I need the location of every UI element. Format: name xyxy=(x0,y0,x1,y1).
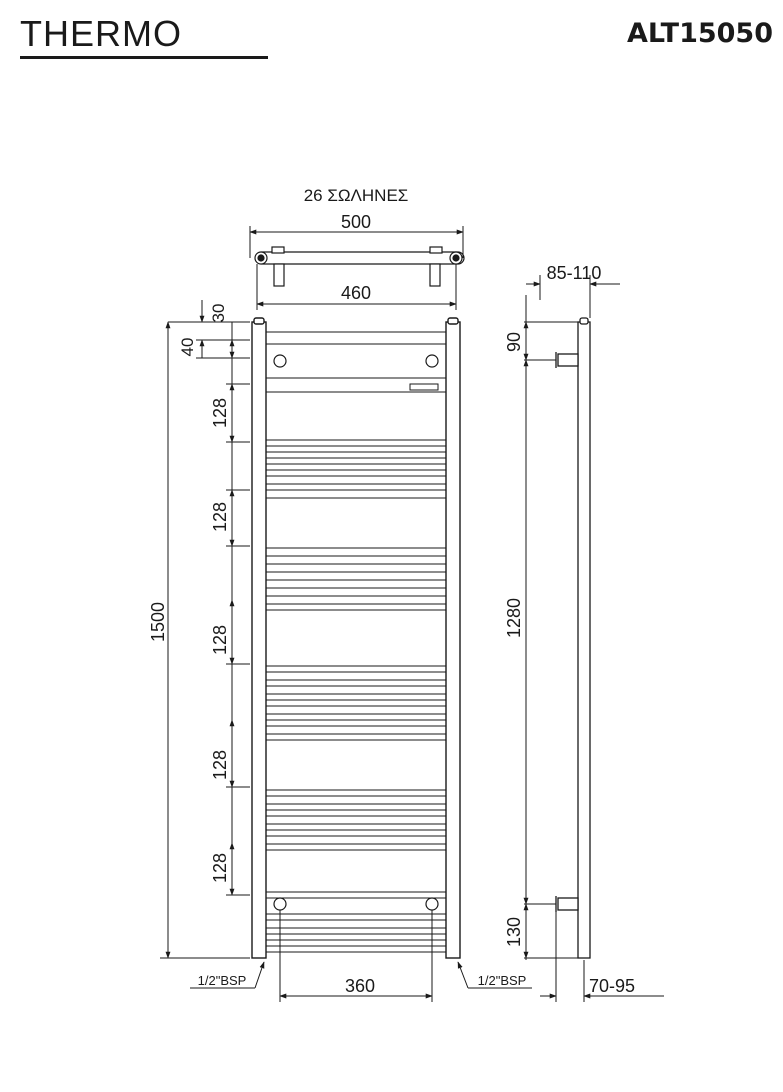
dim-128-label-1: 128 xyxy=(210,397,230,429)
front-view-radiator xyxy=(252,318,460,958)
dim-128-label-2: 128 xyxy=(210,501,230,533)
dim-30-label: 30 xyxy=(209,303,228,323)
wall-brackets xyxy=(274,355,438,910)
dim-128-label-5: 128 xyxy=(210,852,230,884)
left-dimension-chain xyxy=(160,300,250,958)
dim-1500-label: 1500 xyxy=(148,601,168,643)
dim-70-95-label: 70-95 xyxy=(588,976,636,996)
dim-85-110-label: 85-110 xyxy=(546,263,602,283)
left-bsp-label: 1/2"BSP xyxy=(197,973,247,988)
left-rail xyxy=(252,318,266,958)
dim-40-label: 40 xyxy=(178,337,197,357)
dim-1280-label: 1280 xyxy=(504,597,524,639)
model-code: ALT15050 xyxy=(627,18,773,49)
side-view-radiator xyxy=(556,318,590,958)
side-dimensions xyxy=(524,275,664,1002)
right-bsp-label: 1/2"BSP xyxy=(477,973,527,988)
dim-360-label: 360 xyxy=(344,976,376,996)
dim-460-label: 460 xyxy=(340,283,372,303)
horizontal-tubes xyxy=(266,332,446,952)
dim-90-label: 90 xyxy=(504,331,524,353)
right-rail xyxy=(446,318,460,958)
top-view xyxy=(255,247,464,286)
tube-count-label: 26 ΣΩΛΗΝΕΣ xyxy=(303,186,409,205)
brand-logo-text: THERMO xyxy=(20,13,182,54)
logo-plate xyxy=(410,384,438,390)
dim-500-label: 500 xyxy=(340,212,372,232)
dim-128-label-3: 128 xyxy=(210,624,230,656)
dim-130-label: 130 xyxy=(504,916,524,948)
dim-128-label-4: 128 xyxy=(210,749,230,781)
